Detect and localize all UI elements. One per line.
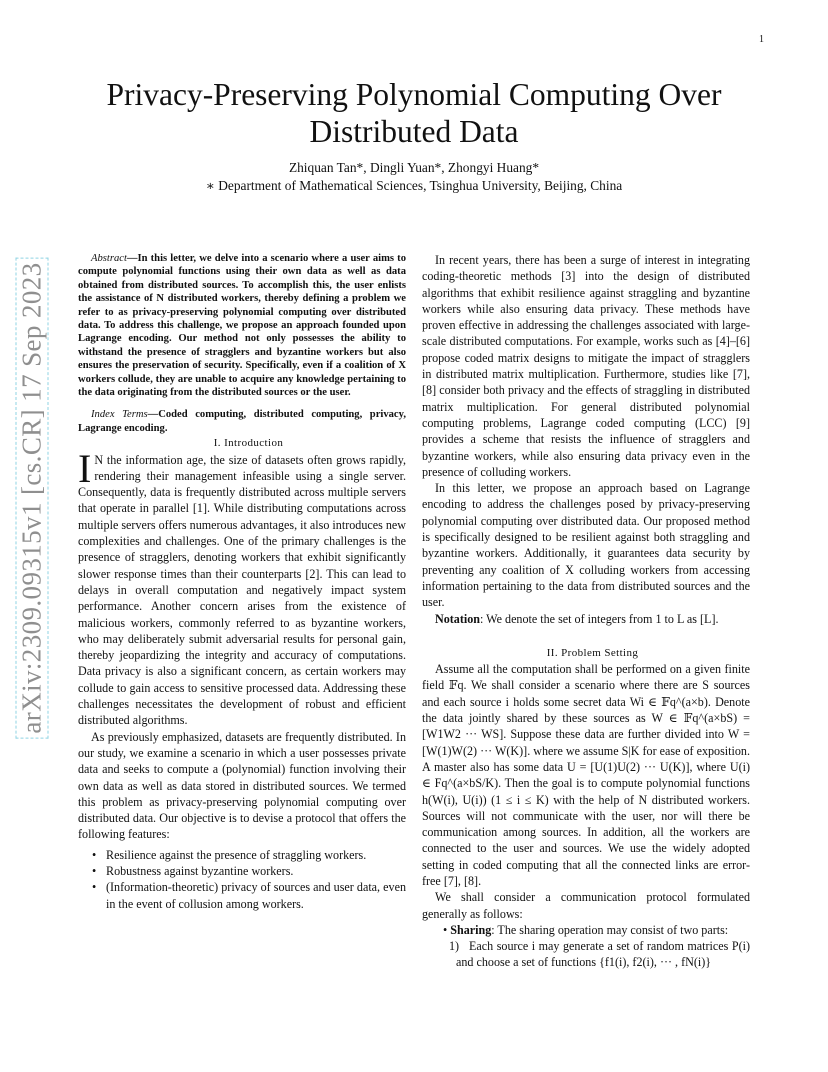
arxiv-stamp-text: arXiv:2309.09315v1 [cs.CR] 17 Sep 2023 xyxy=(16,257,49,738)
section-heading-problem-setting: II. Problem Setting xyxy=(546,646,639,659)
feature-item: • Robustness against byzantine workers. xyxy=(106,863,406,879)
notation-text: : We denote the set of integers from 1 to L as [L]. xyxy=(480,611,719,626)
enum-item-number: 1) xyxy=(449,939,460,954)
abstract-label: Abstract xyxy=(91,253,127,264)
abstract-text: —In this letter, we delve into a scenario where a user aims to compute polynomial functions using their own data as well as data obtained from distributed sources. To accomplish this, the user enlists the assistance of N distributed workers, thereby defining a problem we refer to as privacy-preserving polynomial computing over distributed data. To address this challenge, we propose an approach founded upon Lagrange encoding. Our method not only possesses the ability to withstand the presence of stragglers and byzantine workers but also ensures the preservation of security. Specifically, even if a coalition of X workers collude, they are unable to acquire any knowledge pertaining to the data originating from the distributed sources or the user. xyxy=(78,253,406,399)
notation-label: Notation xyxy=(435,611,481,626)
enum-item-text: Each source i may generate a set of random matrices P(i) and choose a set of functions {f1(i), f2(i), ··· , fN(i)} xyxy=(456,939,750,970)
feature-item: • Resilience against the presence of straggling workers. xyxy=(106,847,406,863)
problem-paragraph-2: We shall consider a communication protocol formulated generally as follows: xyxy=(422,890,750,921)
section-heading-introduction: I. Introduction xyxy=(213,437,284,450)
paper-affiliation: ∗ Department of Mathematical Sciences, Tsinghua University, Beijing, China xyxy=(205,178,623,193)
left-column xyxy=(78,252,406,912)
dropcap: I xyxy=(78,445,92,491)
sharing-label: Sharing xyxy=(450,922,492,937)
index-terms-label: Index Terms xyxy=(91,409,148,421)
sharing-text: : The sharing operation may consist of two parts: xyxy=(491,922,729,937)
feature-list xyxy=(78,847,406,912)
intro-paragraph-3: In recent years, there has been a surge of interest in integrating coding-theoretic methods [3] into the design of distributed algorithms that exhibit resilience against straggling and byzantine workers while also ensuring data privacy. These methods have proven effective in addressing the challenges associated with large-scale distributed computations. For example, works such as [4]–[6] propose coded matrix designs to mitigate the impact of stragglers in distributed matrix multiplication. Furthermore, studies like [7], [8] consider both privacy and the effects of straggling in distributed matrix multiplication. For general distributed polynomial computing problems, Lagrange coded computing (LCC) [9] provides a scheme that resists the influence of stragglers and byzantine workers, while also ensuring data privacy even in the presence of colluding workers. xyxy=(422,253,750,479)
arxiv-stamp xyxy=(12,258,52,738)
right-column xyxy=(422,252,750,971)
paper-title: Privacy-Preserving Polynomial Computing Over Distributed Data xyxy=(106,77,722,149)
index-terms-text: —Coded computing, distributed computing, privacy, Lagrange encoding. xyxy=(78,409,406,434)
paper-authors: Zhiquan Tan*, Dingli Yuan*, Zhongyi Huang* xyxy=(288,160,540,175)
intro-paragraph-4: In this letter, we propose an approach based on Lagrange encoding to address the challenges posed by privacy-preserving polynomial computing over distributed data. Our proposed method is specifically designed to be resilient against both straggling and byzantine workers. Additionally, it guarantees data security by preventing any coalition of X colluding workers from accessing information pertaining to the data from distributed sources and the user. xyxy=(422,481,750,610)
sharing-bullet: • Sharing: The sharing operation may consist of two parts: xyxy=(443,922,729,937)
page-number: 1 xyxy=(759,34,764,45)
feature-item: • (Information-theoretic) privacy of sources and user data, even in the event of collusion among workers. xyxy=(106,879,406,912)
intro-paragraph-1 xyxy=(78,445,406,729)
problem-paragraph-1: Assume all the computation shall be performed on a given finite field 𝔽q. We shall consider a scenario where there are S sources and each source i holds some secret data Wi ∈ 𝔽q^(a×b). Denote the data jointly shared by these sources as W ∈ 𝔽q^(a×bS) = [W1W2 ··· WS]. Suppose these data are further divided into W = [W(1)W(2) ··· W(K)]. where we assume S|K for ease of exposition. A master also has some data U = [U(1)U(2) ··· U(K)], where U(i) ∈ Fq^(a×bS/K). Then the goal is to compute polynomial functions h(W(i), U(i)) (1 ≤ i ≤ K) with the help of N distributed workers. Sources will not communicate with the user, nor will there be communication among sources. In addition, all the workers are connected to the user and sources. We use the widely adopted setting in coded computing that all the connected links are error-free [7], [8]. xyxy=(422,662,750,888)
abstract xyxy=(78,252,406,399)
index-terms xyxy=(78,408,406,435)
enum-item-1 xyxy=(422,938,750,971)
intro-paragraph-1-text: N the information age, the size of datasets often grows rapidly, rendering their management infeasible using a single server. Consequently, data is frequently distributed across multiple servers that operate in parallel [1]. While distributing computations across multiple servers offers numerous advantages, it also introduces new complexities and challenges. One of the primary challenges is the presence of stragglers, denoting workers that exhibit significantly slower response times than their counterparts [2]. This can lead to delays in overall computation and negatively impact system performance. Another concern arises from the existence of malicious workers, commonly referred to as byzantine workers, who may deliberately submit adversarial results for personal gain, thereby jeopardizing the integrity and accuracy of computations. Data privacy is also a significant concern, as certain workers may collude to gain access to sensitive processed data. Addressing these challenges necessitates the development of robust and efficient distributed algorithms. xyxy=(78,452,406,728)
intro-paragraph-2: As previously emphasized, datasets are frequently distributed. In our study, we examine a scenario in which a user possesses private data and seeks to compute a (polynomial) function involving their own data as well as data stored in distributed sources. We termed this problem as privacy-preserving polynomial computing over distributed data. Our objective is to devise a protocol that offers the following features: xyxy=(78,729,406,842)
notation-paragraph xyxy=(422,611,750,627)
